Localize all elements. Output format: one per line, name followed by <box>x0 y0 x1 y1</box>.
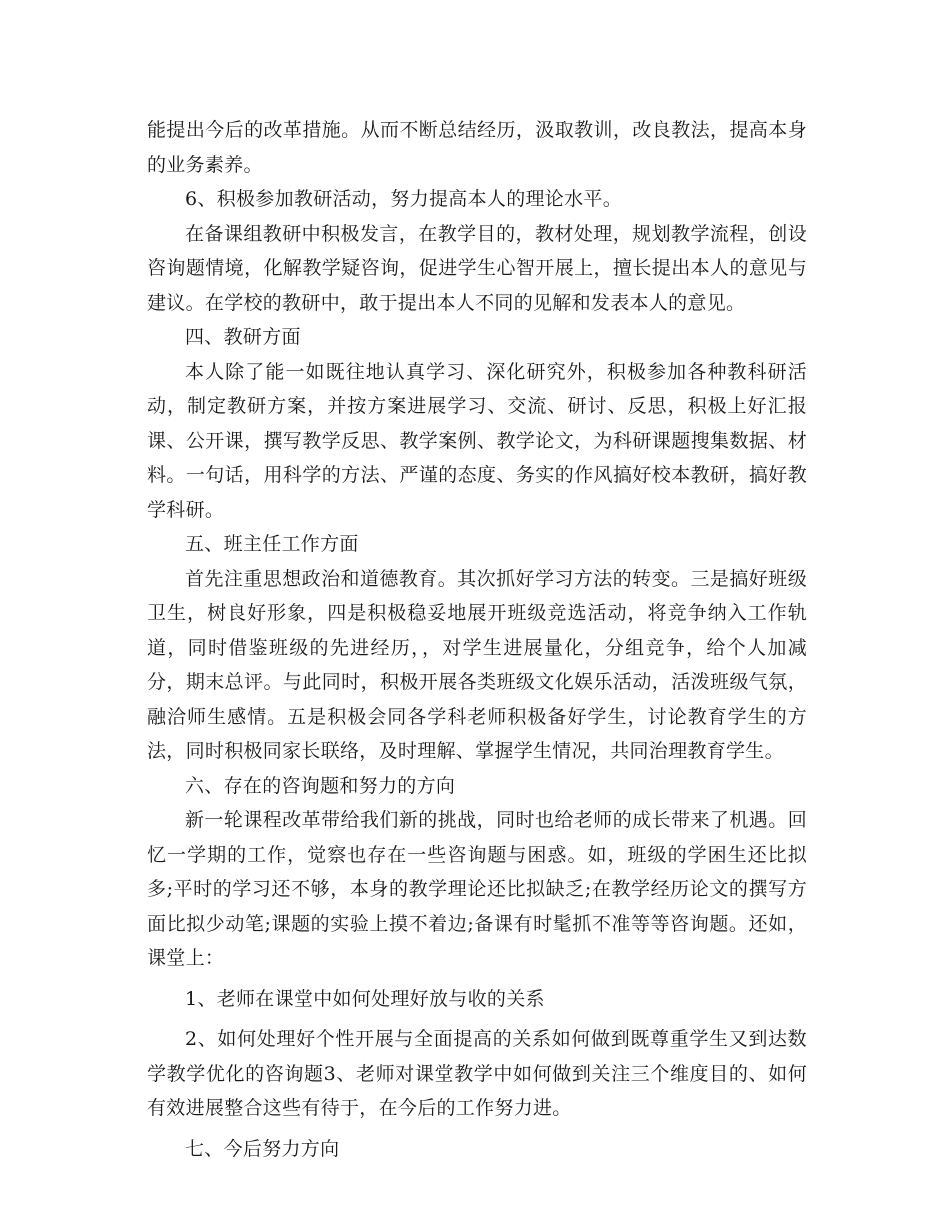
section-heading-class-teacher-work: 五、班主任工作方面 <box>185 533 359 555</box>
list-item-1: 1、老师在课堂中如何处理好放与收的关系 <box>185 987 545 1010</box>
section-heading-teaching-research-activities: 6、积极参加教研活动，努力提高本人的理论水平。 <box>185 188 622 210</box>
section-heading-problems-and-direction: 六、存在的咨询题和努力的方向 <box>185 774 456 797</box>
paragraph-class-teacher-work: 首先注重思想政治和道德教育。其次抓好学习方法的转变。三是搞好班级卫生，树良好形象，四是积极稳妥地展开班级竞选活动，将竞争纳入工作轨道，同时借鉴班级的先进经历，，对学生进展量化，分组竞争，给个人加减分，期末总评。与此同时，积极开展各类班级文化娱乐活动，活泼班级气氛，融洽师生感情。五是积极会同各学科老师积极备好学生，讨论教育学生的方法，同时积极同家长联络，及时理解、掌握学生情况，共同治理教育学生。 <box>147 567 807 762</box>
paragraph-problems: 新一轮课程改革带给我们新的挑战，同时也给老师的成长带来了机遇。回忆一学期的工作，觉察也存在一些咨询题与困惑。如，班级的学困生还比拟多;平时的学习还不够，本身的教学理论还比拟缺乏;在教学经历论文的撰写方面比拟少动笔;课题的实验上摸不着边;备课有时髦抓不准等等咨询题。还如，课堂上： <box>147 809 807 969</box>
paragraph-continuation: 能提出今后的改革措施。从而不断总结经历，汲取教训，改良教法，提高本身的业务素养。 <box>147 119 807 176</box>
list-item-2: 2、如何处理好个性开展与全面提高的关系如何做到既尊重学生又到达数学教学优化的咨询题3、老师对课堂教学中如何做到关注三个维度目的、如何有效进展整合这些有待于，在今后的工作努力进。 <box>147 1028 807 1119</box>
document-body <box>147 113 807 1166</box>
section-heading-future-direction: 七、今后努力方向 <box>185 1137 340 1160</box>
paragraph-lesson-prep-group: 在备课组教研中积极发言，在教学目的，教材处理，规划教学流程，创设咨询题情境，化解教学疑咨询，促进学生心智开展上，擅长提出本人的意见与建议。在学校的教研中，敢于提出本人不同的见解和发表本人的意见。 <box>147 222 807 314</box>
section-heading-teaching-research: 四、教研方面 <box>185 326 301 348</box>
paragraph-teaching-research: 本人除了能一如既往地认真学习、深化研究外，积极参加各种教科研活动，制定教研方案，并按方案进展学习、交流、研讨、反思，积极上好汇报课、公开课，撰写教学反思、教学案例、教学论文，为科研课题搜集数据、材料。一句话，用科学的方法、严谨的态度、务实的作风搞好校本教研，搞好教学科研。 <box>147 360 807 521</box>
